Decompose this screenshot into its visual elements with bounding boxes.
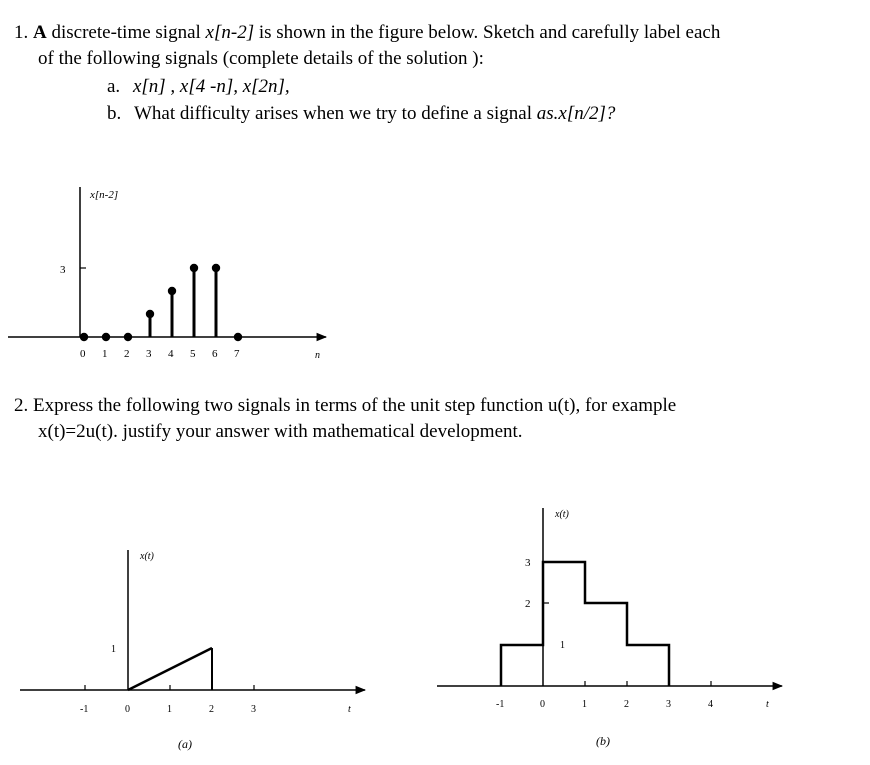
fig-b-caption: (b) <box>596 734 610 748</box>
part-b-text: What difficulty arises when we try to define a signal <box>134 103 532 124</box>
fig1-x-tick-label: 1 <box>102 348 108 360</box>
fig-b-y-tick-2: 2 <box>525 598 531 610</box>
fig-a-x-axis-label: t <box>348 704 351 715</box>
problem1-intro-signal: x[n-2] <box>205 22 255 43</box>
fig1-x-tick-label: 7 <box>234 348 240 360</box>
fig-b-x-axis-label: t <box>766 699 769 710</box>
fig1-x-tick-label: 3 <box>146 348 152 360</box>
fig1-x-tick-label: 0 <box>80 348 86 360</box>
fig-b-x-tick-label: 1 <box>582 699 587 710</box>
stem-dot <box>80 333 88 341</box>
fig-a-y-tick: 1 <box>111 644 116 655</box>
fig-b-y-tick-3: 3 <box>525 557 531 569</box>
stem-dot <box>234 333 242 341</box>
part-b-italic: as.x[n/2]? <box>536 103 616 124</box>
fig-a-x-tick-label: 1 <box>167 704 172 715</box>
fig-b-ylabel: x(t) <box>555 509 569 520</box>
fig-a-ylabel: x(t) <box>140 551 154 562</box>
fig-a-x-tick-label: 0 <box>125 704 130 715</box>
fig1-y-tick: 3 <box>60 264 66 276</box>
fig-a-caption: (a) <box>178 737 192 751</box>
stem-dot <box>124 333 132 341</box>
problem1-line2: of the following signals (complete details of the solution ): <box>38 48 484 69</box>
problem2-line1-text: Express the following two signals in terms of the unit step function u(t), for example <box>33 395 677 416</box>
stem-dot <box>190 264 198 272</box>
stem-dot <box>102 333 110 341</box>
fig-b-y-tick-1: 1 <box>560 640 565 651</box>
fig-b-x-tick-label: 0 <box>540 699 545 710</box>
problem2-number: 2. <box>14 395 29 416</box>
fig-a-x-tick-label: -1 <box>80 704 89 715</box>
fig-b-x-tick-label: 4 <box>708 699 713 710</box>
part-a-text: x[n] , x[4 -n], x[2n], <box>132 76 290 97</box>
fig-b-x-tick-label: -1 <box>496 699 505 710</box>
stem-dot <box>168 287 176 295</box>
fig1-x-tick-label: 6 <box>212 348 218 360</box>
fig-a-ramp <box>128 648 212 690</box>
part-a-label: a. <box>107 76 121 97</box>
problem1-intro-post: is shown in the figure below. Sketch and carefully label each <box>258 22 721 43</box>
fig-b-staircase <box>501 562 669 686</box>
figure-a <box>20 550 365 751</box>
figure-b <box>437 508 782 748</box>
fig1-x-tick-label: 2 <box>124 348 130 360</box>
problem1-intro-pre: discrete-time signal <box>51 22 201 43</box>
fig1-x-tick-label: 5 <box>190 348 196 360</box>
problem1-number: 1. <box>14 22 29 43</box>
fig-b-x-tick-label: 3 <box>666 699 671 710</box>
problem1-bold-word: A <box>33 22 47 43</box>
fig-a-x-tick-label: 3 <box>251 704 256 715</box>
fig1-x-tick-labels <box>80 348 240 360</box>
problem2-line2: x(t)=2u(t). justify your answer with mathematical development. <box>38 421 523 442</box>
fig1-x-axis-label: n <box>315 350 320 361</box>
fig-a-x-tick-label: 2 <box>209 704 214 715</box>
stem-dot <box>212 264 220 272</box>
fig1-x-tick-label: 4 <box>168 348 174 360</box>
fig-b-x-tick-label: 2 <box>624 699 629 710</box>
stem-dot <box>146 310 154 318</box>
stem-plot-figure <box>8 187 326 361</box>
part-b-label: b. <box>107 103 122 124</box>
fig1-stems <box>80 264 242 341</box>
fig1-ylabel: x[n-2] <box>90 189 119 201</box>
